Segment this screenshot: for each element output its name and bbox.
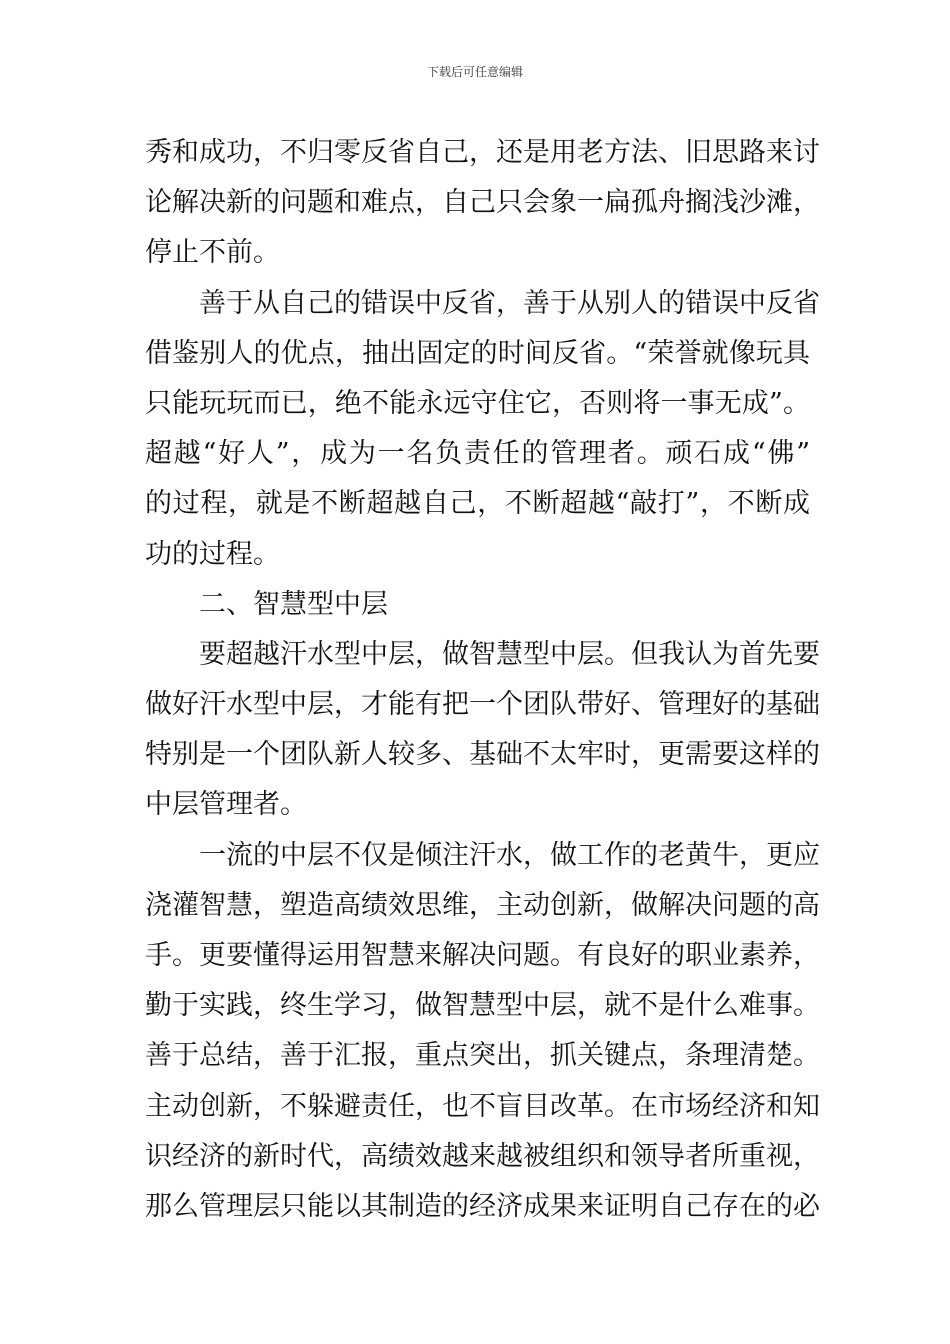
- text-line: 的过程，就是不断超越自己，不断超越“敲打”，不断成: [145, 488, 810, 520]
- text-line: 一流的中层不仅是倾注汗水，做工作的老黄牛，更应: [199, 839, 820, 871]
- text-line: 浇灌智慧，塑造高绩效思维，主动创新，做解决问题的高: [145, 889, 820, 921]
- text-line: 借鉴别人的优点，抽出固定的时间反省。“荣誉就像玩具: [145, 337, 810, 369]
- text-line: 论解决新的问题和难点，自己只会象一扁孤舟搁浅沙滩，: [145, 187, 820, 219]
- text-line: 手。更要懂得运用智慧来解决问题。有良好的职业素养，: [145, 940, 820, 971]
- text-line: 功的过程。: [145, 538, 280, 570]
- body-text: [145, 128, 820, 1232]
- text-line: 特别是一个团队新人较多、基础不太牢时，更需要这样的: [145, 739, 820, 771]
- text-line: 二、智慧型中层: [199, 588, 388, 620]
- text-line: 善于总结，善于汇报，重点突出，抓关键点，条理清楚。: [145, 1040, 820, 1072]
- text-line: 那么管理层只能以其制造的经济成果来证明自己存在的必: [145, 1190, 820, 1222]
- text-line: 勤于实践，终生学习，做智慧型中层，就不是什么难事。: [145, 990, 820, 1022]
- text-line: 善于从自己的错误中反省，善于从别人的错误中反省: [199, 287, 820, 319]
- text-line: 超越“好人”，成为一名负责任的管理者。顽石成“佛”: [145, 438, 810, 470]
- text-line: 中层管理者。: [145, 789, 307, 821]
- text-line: 要超越汗水型中层，做智慧型中层。但我认为首先要: [199, 638, 820, 670]
- text-line: 秀和成功，不归零反省自己，还是用老方法、旧思路来讨: [145, 137, 820, 168]
- text-line: 停止不前。: [145, 237, 280, 269]
- text-line: 主动创新，不躲避责任，也不盲目改革。在市场经济和知: [145, 1090, 820, 1122]
- text-line: 做好汗水型中层，才能有把一个团队带好、管理好的基础: [145, 689, 820, 721]
- text-line: 识经济的新时代，高绩效越来越被组织和领导者所重视，: [145, 1140, 820, 1172]
- text-line: 只能玩玩而已，绝不能永远守住它，否则将一事无成”。: [145, 387, 810, 419]
- page-header: 下载后可任意编辑: [426, 65, 523, 79]
